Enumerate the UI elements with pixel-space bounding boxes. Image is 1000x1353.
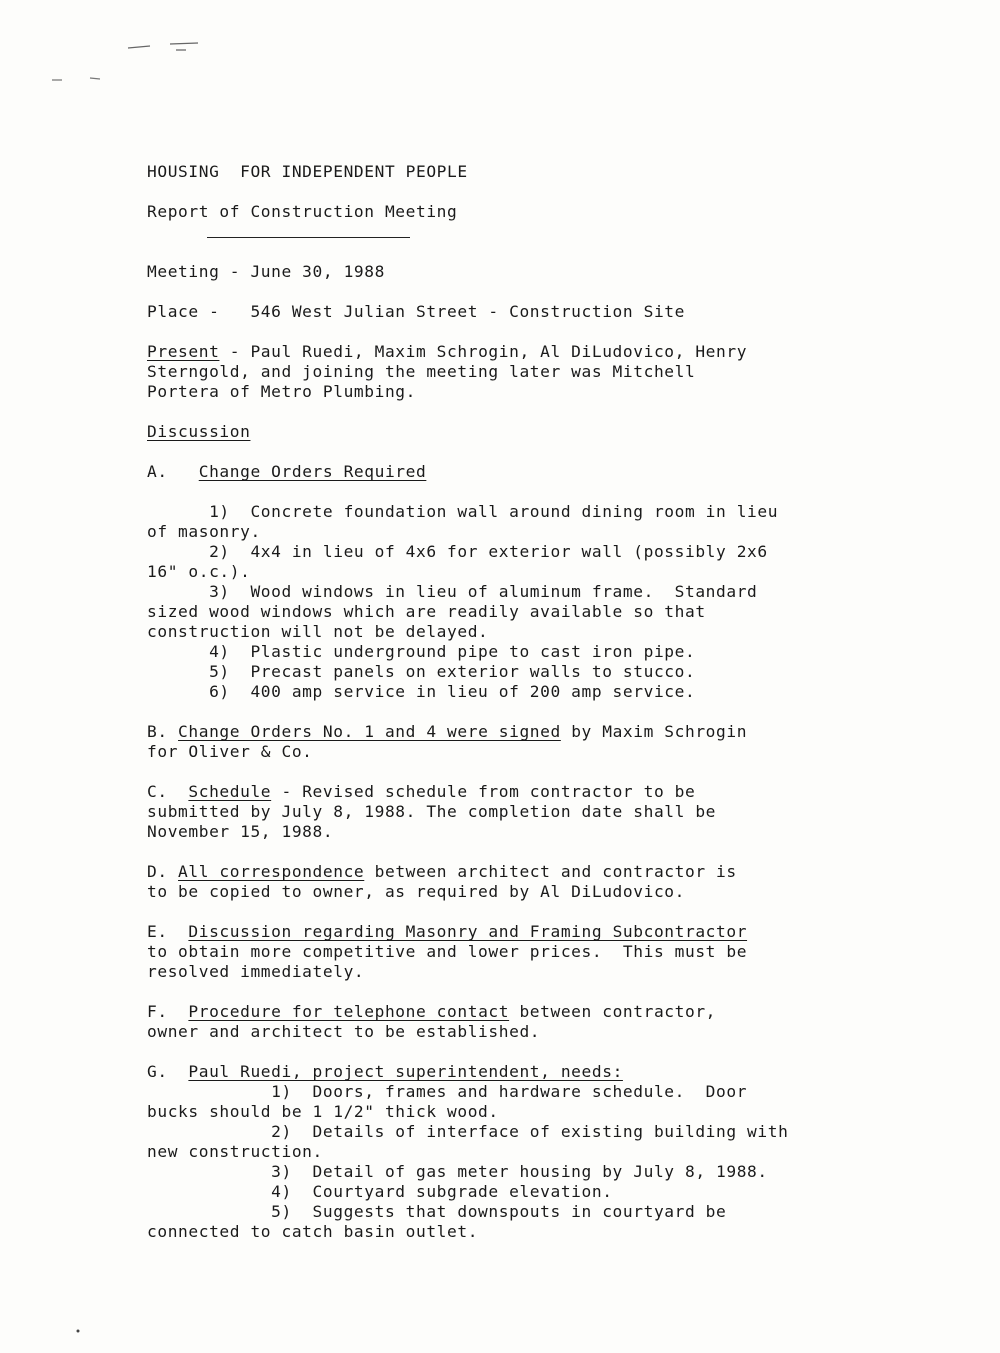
title-underline <box>207 237 410 238</box>
section-e-line-2: to obtain more competitive and lower prices. This must be <box>147 942 748 961</box>
section-b-text: by Maxim Schrogin <box>560 722 748 741</box>
section-g-line: 5) Suggests that downspouts in courtyard be <box>147 1202 727 1221</box>
section-g-line: bucks should be 1 1/2" thick wood. <box>147 1102 499 1121</box>
present-line-3: Portera of Metro Plumbing. <box>147 382 416 401</box>
section-d-letter: D. <box>147 862 179 881</box>
section-b-line-2: for Oliver & Co. <box>147 742 313 761</box>
document-title: HOUSING FOR INDEPENDENT PEOPLE <box>147 162 468 181</box>
section-g-heading <box>147 1062 623 1082</box>
section-b-letter: B. <box>147 722 179 741</box>
section-a-letter: A. <box>147 462 199 481</box>
section-f-letter: F. <box>147 1002 189 1021</box>
section-c-line-2: submitted by July 8, 1988. The completion date shall be <box>147 802 717 821</box>
section-a-line: 1) Concrete foundation wall around dining room in lieu <box>147 502 779 521</box>
section-d-line-2: to be copied to owner, as required by Al DiLudovico. <box>147 882 685 901</box>
present-line-1 <box>147 342 747 362</box>
discussion-heading: Discussion <box>147 422 251 441</box>
section-a-line: 3) Wood windows in lieu of aluminum frame. Standard <box>147 582 758 601</box>
section-a-line: 16" o.c.). <box>147 562 251 581</box>
section-c-text: - Revised schedule from contractor to be <box>271 782 696 801</box>
section-g-line: 1) Doors, frames and hardware schedule. Door <box>147 1082 748 1101</box>
section-a-line: construction will not be delayed. <box>147 622 489 641</box>
section-f-text: between contractor, <box>509 1002 717 1021</box>
section-c-line-1 <box>147 782 695 802</box>
section-g-line: 4) Courtyard subgrade elevation. <box>147 1182 613 1201</box>
section-g-line: connected to catch basin outlet. <box>147 1222 479 1241</box>
meeting-place: Place - 546 West Julian Street - Construction Site <box>147 302 685 321</box>
section-e-title: Discussion regarding Masonry and Framing Subcontractor <box>188 922 748 941</box>
present-label: Present <box>147 342 220 361</box>
section-a-line: 2) 4x4 in lieu of 4x6 for exterior wall (possibly 2x6 <box>147 542 768 561</box>
section-a-line: 4) Plastic underground pipe to cast iron pipe. <box>147 642 696 661</box>
section-a-title: Change Orders Required <box>198 462 427 481</box>
section-f-line-1 <box>147 1002 716 1022</box>
section-b-line-1 <box>147 722 747 742</box>
section-c-title: Schedule <box>188 782 272 801</box>
section-d-line-1 <box>147 862 737 882</box>
section-g-line: new construction. <box>147 1142 323 1161</box>
present-text: - Paul Ruedi, Maxim Schrogin, Al DiLudovico, Henry <box>219 342 748 361</box>
section-f-line-2: owner and architect to be established. <box>147 1022 541 1041</box>
section-g-line: 3) Detail of gas meter housing by July 8, 1988. <box>147 1162 768 1181</box>
section-a-heading <box>147 462 426 482</box>
section-g-line: 2) Details of interface of existing building with <box>147 1122 789 1141</box>
section-e-letter: E. <box>147 922 189 941</box>
section-g-letter: G. <box>147 1062 189 1081</box>
section-c-line-3: November 15, 1988. <box>147 822 334 841</box>
section-c-letter: C. <box>147 782 189 801</box>
meeting-date: Meeting - June 30, 1988 <box>147 262 385 281</box>
section-a-line: of masonry. <box>147 522 261 541</box>
present-line-2: Sterngold, and joining the meeting later was Mitchell <box>147 362 696 381</box>
section-d-text: between architect and contractor is <box>364 862 737 881</box>
section-d-title: All correspondence <box>178 862 365 881</box>
section-e-line-1 <box>147 922 747 942</box>
section-e-line-3: resolved immediately. <box>147 962 365 981</box>
section-g-title: Paul Ruedi, project superintendent, needs: <box>188 1062 623 1081</box>
section-b-title: Change Orders No. 1 and 4 were signed <box>178 722 561 741</box>
section-a-line: 5) Precast panels on exterior walls to stucco. <box>147 662 696 681</box>
section-f-title: Procedure for telephone contact <box>188 1002 510 1021</box>
section-a-line: 6) 400 amp service in lieu of 200 amp service. <box>147 682 696 701</box>
section-a-line: sized wood windows which are readily available so that <box>147 602 706 621</box>
document-subtitle: Report of Construction Meeting <box>147 202 458 221</box>
